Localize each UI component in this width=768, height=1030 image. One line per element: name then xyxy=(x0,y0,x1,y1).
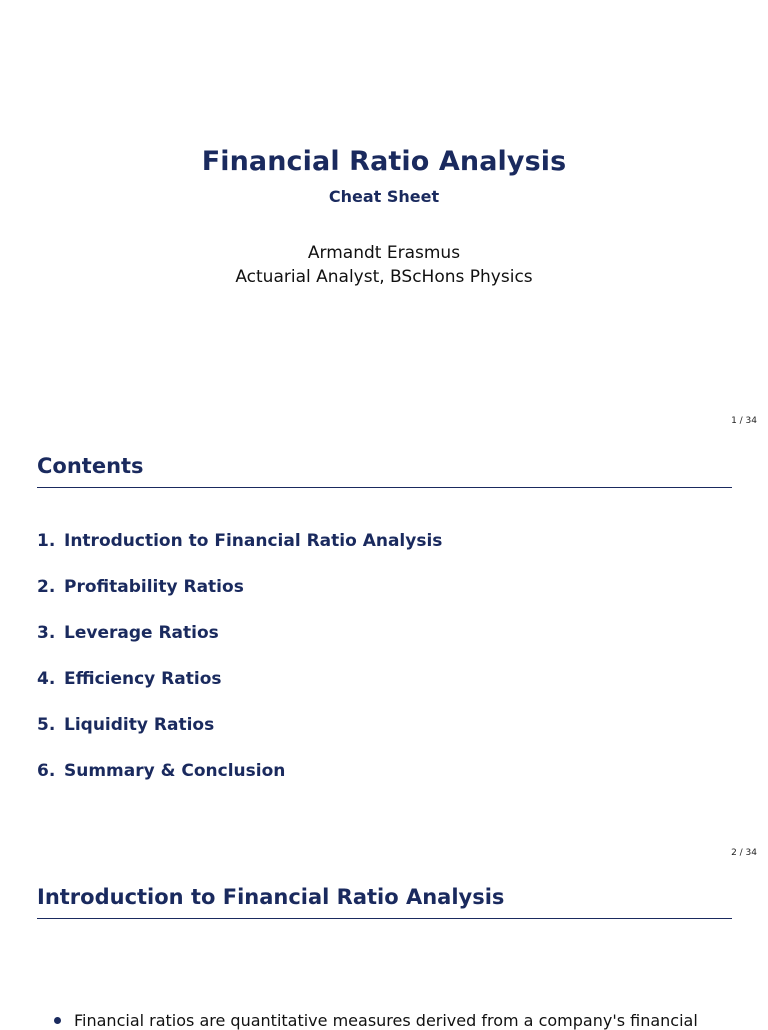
toc-label: Summary & Conclusion xyxy=(64,761,286,781)
toc-label: Efficiency Ratios xyxy=(64,669,222,689)
toc-label: Profitability Ratios xyxy=(64,577,244,597)
presentation-subtitle: Cheat Sheet xyxy=(328,187,440,206)
presentation-title: Financial Ratio Analysis xyxy=(201,146,567,177)
title-divider xyxy=(37,918,732,919)
toc-number: 2. xyxy=(37,577,56,597)
toc-number: 5. xyxy=(37,715,56,735)
toc-number: 4. xyxy=(37,669,56,689)
toc-item-profitability[interactable] xyxy=(37,577,442,623)
bullet-dot-icon xyxy=(54,1017,61,1024)
frame-title: Introduction to Financial Ratio Analysis xyxy=(37,885,505,909)
bullet-item xyxy=(54,1011,734,1030)
toc-item-efficiency[interactable] xyxy=(37,669,442,715)
introduction-slide xyxy=(0,864,768,1030)
toc-number: 3. xyxy=(37,623,56,643)
author-block xyxy=(0,241,768,289)
toc-label: Leverage Ratios xyxy=(64,623,219,643)
toc-label: Introduction to Financial Ratio Analysis xyxy=(64,531,443,551)
table-of-contents xyxy=(37,531,442,807)
toc-item-leverage[interactable] xyxy=(37,623,442,669)
bullet-list xyxy=(54,1011,734,1030)
toc-number: 6. xyxy=(37,761,56,781)
author-affiliation: Actuarial Analyst, BScHons Physics xyxy=(235,267,533,287)
toc-item-liquidity[interactable] xyxy=(37,715,442,761)
page-number: 1 / 34 xyxy=(731,416,757,426)
toc-number: 1. xyxy=(37,531,56,551)
contents-slide xyxy=(0,432,768,864)
page-number: 2 / 34 xyxy=(731,848,757,858)
toc-item-introduction[interactable] xyxy=(37,531,442,577)
toc-item-summary[interactable] xyxy=(37,761,442,807)
toc-label: Liquidity Ratios xyxy=(64,715,215,735)
author-name: Armandt Erasmus xyxy=(307,243,461,263)
frame-title: Contents xyxy=(37,454,144,478)
title-divider xyxy=(37,487,732,488)
title-slide xyxy=(0,0,768,432)
bullet-text: Financial ratios are quantitative measures derived from a company's financial xyxy=(74,1011,698,1030)
title-block xyxy=(0,146,768,206)
